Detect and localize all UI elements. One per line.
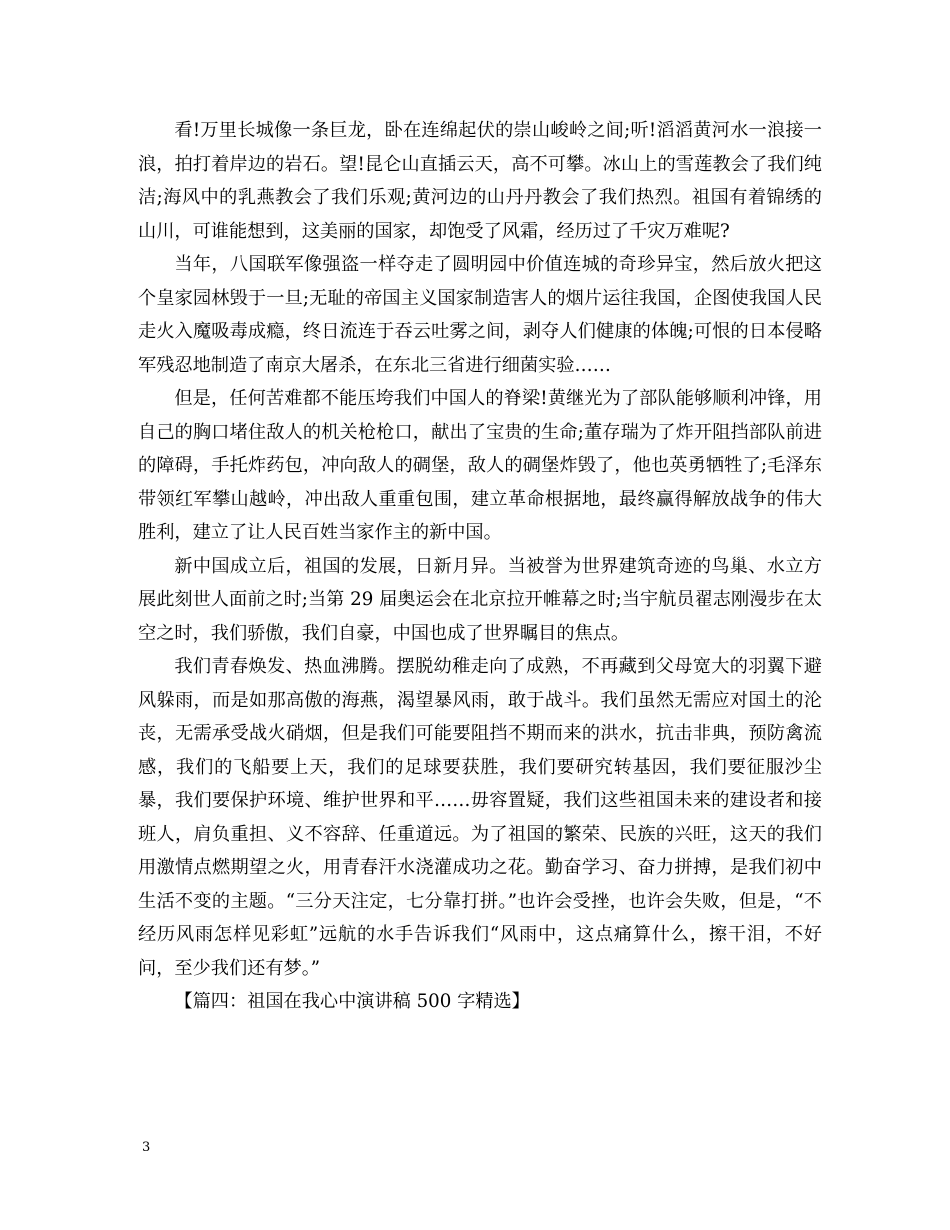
document-body xyxy=(138,114,822,1019)
paragraph-3: 但是，任何苦难都不能压垮我们中国人的脊梁!黄继光为了部队能够顺利冲锋，用自己的胸口堵住敌人的机关枪枪口，献出了宝贵的生命;董存瑞为了炸开阻挡部队前进的障碍，手托炸药包，冲向敌人的碉堡，敌人的碉堡炸毁了，他也英勇牺牲了;毛泽东带领红军攀山越岭，冲出敌人重重包围，建立革命根据地，最终赢得解放战争的伟大胜利，建立了让人民百姓当家作主的新中国。 xyxy=(138,388,822,543)
paragraph-2: 当年，八国联军像强盗一样夺走了圆明园中价值连城的奇珍异宝，然后放火把这个皇家园林毁于一旦;无耻的帝国主义国家制造害人的烟片运往我国，企图使我国人民走火入魔吸毒成瘾，终日流连于吞云吐雾之间，剥夺人们健康的体魄;可恨的日本侵略军残忍地制造了南京大屠杀，在东北三省进行细菌实验…… xyxy=(138,254,822,376)
paragraph-1: 看!万里长城像一条巨龙，卧在连绵起伏的崇山峻岭之间;听!滔滔黄河水一浪接一浪，拍打着岸边的岩石。望!昆仑山直插云天，高不可攀。冰山上的雪莲教会了我们纯洁;海风中的乳燕教会了我们乐观;黄河边的山丹丹教会了我们热烈。祖国有着锦绣的山川，可谁能想到，这美丽的国家，却饱受了风霜，经历过了千灾万难呢? xyxy=(138,120,822,242)
paragraph-5: 我们青春焕发、热血沸腾。摆脱幼稚走向了成熟，不再藏到父母宽大的羽翼下避风躲雨，而是如那高傲的海燕，渴望暴风雨，敢于战斗。我们虽然无需应对国土的沦丧，无需承受战火硝烟，但是我们可能要阻挡不期而来的洪水，抗击非典，预防禽流感，我们的飞船要上天，我们的足球要获胜，我们要研究转基因，我们要征服沙尘暴，我们要保护环境、维护世界和平……毋容置疑，我们这些祖国未来的建设者和接班人，肩负重担、义不容辞、任重道远。为了祖国的繁荣、民族的兴旺，这天的我们用激情点燃期望之火，用青春汗水浇灌成功之花。勤奋学习、奋力拼搏，是我们初中生活不变的主题。“三分天注定，七分靠打拼。”也许会受挫，也许会失败，但是，“不经历风雨怎样见彩虹”远航的水手告诉我们“风雨中，这点痛算什么，擦干泪，不好问，至少我们还有梦。” xyxy=(138,656,822,979)
paragraph-4: 新中国成立后，祖国的发展，日新月异。当被誉为世界建筑奇迹的鸟巢、水立方展此刻世人面前之时;当第 29 届奥运会在北京拉开帷幕之时;当宇航员翟志刚漫步在太空之时，我们骄傲，我们自豪，中国也成了世界瞩目的焦点。 xyxy=(138,555,822,644)
page-number: 3 xyxy=(142,1140,151,1155)
section-heading: 【篇四：祖国在我心中演讲稿 500 字精选】 xyxy=(174,991,530,1012)
